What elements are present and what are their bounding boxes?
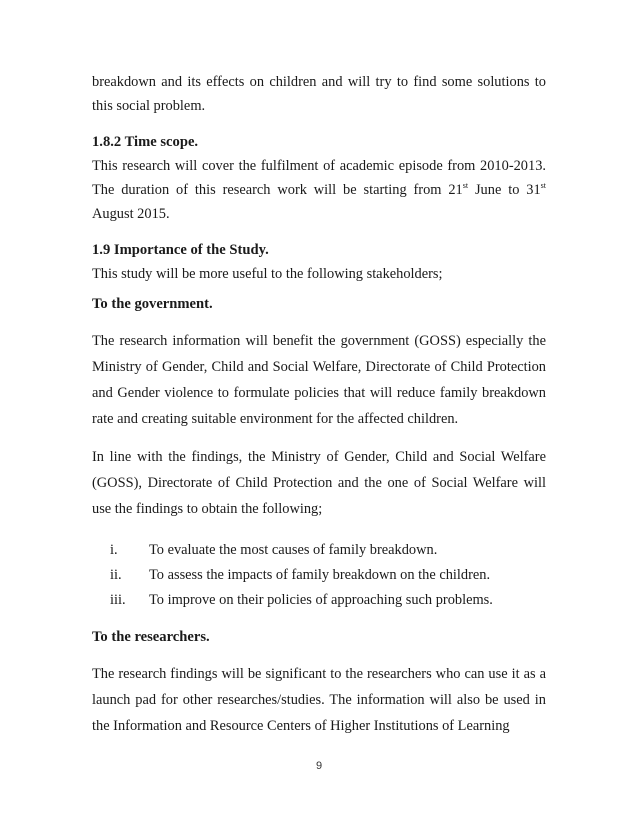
list-item: [92, 563, 546, 588]
time-scope-paragraph: [92, 154, 546, 226]
list-item-number: iii.: [110, 592, 126, 608]
time-scope-text-3: August 2015.: [92, 206, 170, 222]
government-heading: To the government.: [92, 296, 213, 312]
government-paragraph-1: The research information will benefit the government (GOSS) especially the Ministry of Gender, Child and Social Welfare, Directorate of Child Protection and Gender violence to formulate policies that will reduce family breakdown rate and creating suitable environment for the affected children.: [92, 333, 546, 427]
list-item-number: i.: [110, 542, 118, 558]
list-item-text: To assess the impacts of family breakdown on the children.: [149, 567, 491, 583]
list-item-text: To evaluate the most causes of family breakdown.: [149, 542, 438, 558]
intro-paragraph: breakdown and its effects on children and will try to find some solutions to this social problem.: [92, 74, 546, 114]
time-scope-text-2: June to 31: [468, 182, 541, 198]
objectives-list: [92, 538, 546, 613]
list-item-number: ii.: [110, 567, 122, 583]
list-item: [92, 588, 546, 613]
government-paragraph-2: In line with the findings, the Ministry of Gender, Child and Social Welfare (GOSS), Directorate of Child Protection and the one of Social Welfare will use the findings to obtain the following;: [92, 449, 546, 517]
list-item-text: To improve on their policies of approaching such problems.: [149, 592, 493, 608]
importance-heading: 1.9 Importance of the Study.: [92, 242, 269, 258]
time-scope-heading: 1.8.2 Time scope.: [92, 134, 199, 150]
time-scope-text-1: This research will cover the fulfilment of academic episode from 2010-2013. The duration of this research work will be starting from 21: [92, 158, 546, 198]
time-scope-sup-2: st: [540, 181, 546, 190]
researchers-paragraph: The research findings will be significant to the researchers who can use it as a launch pad for other researches/studies. The information will also be used in the Information and Resource Centers of Higher Institutions of Learning: [92, 666, 546, 734]
page-number: 9: [315, 760, 323, 772]
researchers-heading: To the researchers.: [92, 629, 210, 645]
importance-paragraph: This study will be more useful to the following stakeholders;: [92, 266, 443, 282]
time-scope-sup-1: st: [462, 181, 469, 190]
document-page: [92, 70, 546, 739]
list-item: [92, 538, 546, 563]
